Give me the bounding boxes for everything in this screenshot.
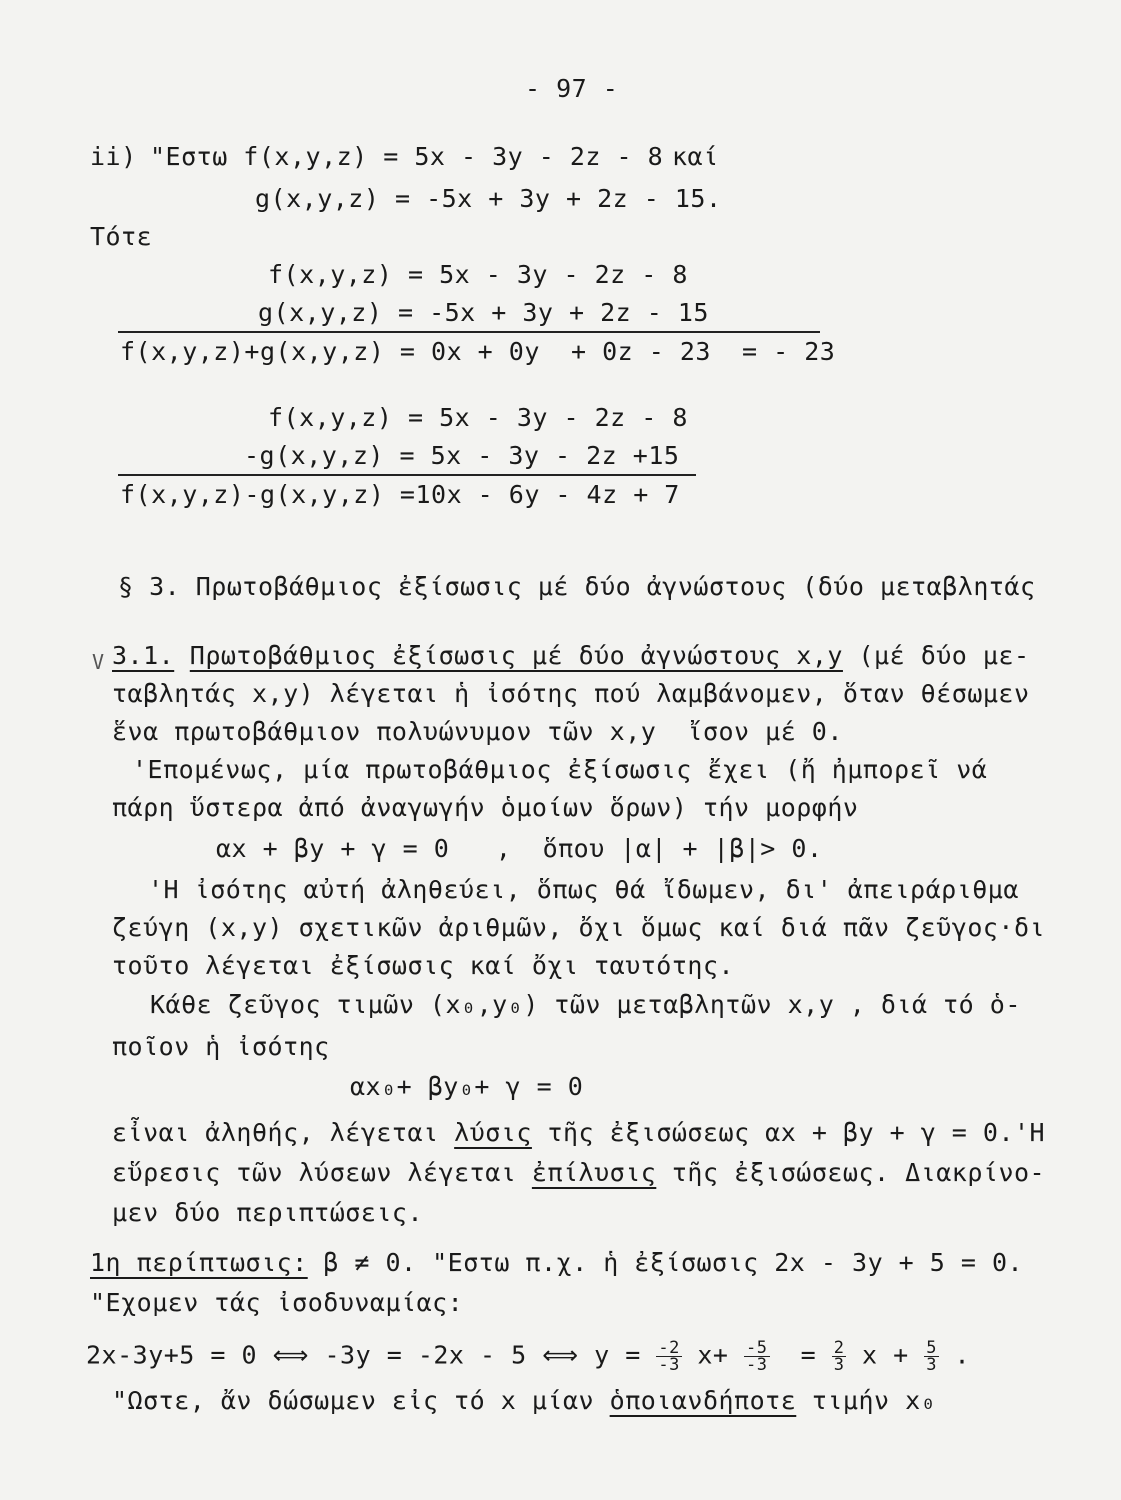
paragraph-5-line-2: εὕρεσις τῶν λύσεων λέγεται ἐπίλυσις τῆς ἐξισώσεως. Διακρίνο-	[112, 1158, 1046, 1187]
paragraph-5-line-3: μεν δύο περιπτώσεις.	[112, 1198, 424, 1227]
case-1-line-1: 1η περίπτωσις: β ≠ 0. "Εστω π.χ. ἡ ἐξίσωσις 2x - 3y + 5 = 0.	[90, 1248, 1024, 1277]
example-kai: καί	[672, 142, 719, 171]
equivalences-line: 2x-3y+5 = 0 ⟺ -3y = -2x - 5 ⟺ y = $\frac{-2}{-3}$ x+ $\frac{-5}{-3}$ = $\frac{2}{3}$ x + $\frac{5}{3}$ .	[86, 1338, 971, 1375]
sum-row-2: g(x,y,z) = -5x + 3y + 2z - 15	[258, 298, 709, 327]
case-1-line-2: "Εχομεν τάς ἰσοδυναμίας:	[90, 1288, 464, 1317]
paragraph-3-line-3: τοῦτο λέγεται ἐξίσωσις καί ὄχι ταυτότης.	[112, 951, 735, 980]
term-opoiandipote: ὁποιανδήποτε	[609, 1386, 797, 1415]
example-line-1: "Εστω f(x,y,z) = 5x - 3y - 2z - 8	[150, 142, 664, 171]
definition-term: Πρωτοβάθμιος ἐξίσωσις μέ δύο ἀγνώστους x,y	[189, 641, 843, 670]
margin-check-mark: V	[92, 650, 105, 674]
fraction-2: $\frac{-5}{-3}$	[746, 1338, 768, 1375]
page-number: - 97 -	[525, 74, 619, 103]
diff-row-1: f(x,y,z) = 5x - 3y - 2z - 8	[268, 403, 688, 432]
example-line-2: g(x,y,z) = -5x + 3y + 2z - 15.	[255, 184, 722, 213]
sum-result: f(x,y,z)+g(x,y,z) = 0x + 0y + 0z - 23 = - 23	[120, 337, 836, 366]
paragraph-4-line-1: Κάθε ζεῦγος τιμῶν (x₀,y₀) τῶν μεταβλητῶν x,y , διά τό ὁ-	[150, 990, 1021, 1019]
example-label: ii)	[90, 142, 137, 171]
definition-line-2: ταβλητάς x,y) λέγεται ἡ ἰσότης πού λαμβάνομεν, ὅταν θέσωμεν	[112, 679, 1030, 708]
paragraph-5-line-1: εἶναι ἀληθής, λέγεται λύσις τῆς ἐξισώσεως αx + βy + γ = 0.'Η	[112, 1118, 1046, 1147]
tote-label: Τότε	[90, 222, 153, 251]
definition-number: 3.1.	[112, 641, 175, 670]
diff-result: f(x,y,z)-g(x,y,z) =10x - 6y - 4z + 7	[120, 480, 680, 509]
fraction-4: $\frac{5}{3}$	[926, 1338, 937, 1375]
general-form-equation: αx + βy + γ = 0 , ὅπου |α| + |β|> 0.	[216, 834, 823, 863]
fraction-1: $\frac{-2}{-3}$	[658, 1338, 680, 1375]
paragraph-3-line-2: ζεύγη (x,y) σχετικῶν ἀριθμῶν, ὄχι ὅμως καί διά πᾶν ζεῦγος·δι	[112, 913, 1046, 942]
definition-line-3: ἕνα πρωτοβάθμιον πολυώνυμον τῶν x,y ἴσον μέ 0.	[112, 717, 843, 746]
section-heading: § 3. Πρωτοβάθμιος ἐξίσωσις μέ δύο ἀγνώστους (δύο μεταβλητάς	[118, 572, 1036, 601]
paragraph-2-line-2: πάρη ὕστερα ἀπό ἀναγωγήν ὁμοίων ὅρων) τήν μορφήν	[112, 793, 859, 822]
paragraph-2-line-1: 'Επομένως, μία πρωτοβάθμιος ἐξίσωσις ἔχει (ἤ ἠμπορεῖ νά	[132, 755, 988, 784]
case-1-label: 1η περίπτωσις:	[90, 1248, 308, 1277]
definition-line-1-rest: (μέ δύο με-	[842, 641, 1030, 670]
last-line: "Ωστε, ἄν δώσωμεν εἰς τό x μίαν ὁποιανδήποτε τιμήν x₀	[112, 1386, 937, 1415]
fraction-3: $\frac{2}{3}$	[833, 1338, 845, 1375]
sum-rule	[118, 331, 820, 333]
diff-row-2: -g(x,y,z) = 5x - 3y - 2z +15	[244, 441, 680, 470]
diff-rule	[118, 474, 696, 476]
definition-line-1	[112, 641, 1030, 671]
term-epilysis: ἐπίλυσις	[531, 1158, 657, 1187]
term-lysis: λύσις	[454, 1118, 532, 1147]
paragraph-3-line-1: 'Η ἰσότης αὐτή ἀληθεύει, ὅπως θά ἴδωμεν, δι' ἀπειράριθμα	[148, 875, 1019, 904]
sum-row-1: f(x,y,z) = 5x - 3y - 2z - 8	[268, 260, 688, 289]
solution-equation: αx₀+ βy₀+ γ = 0	[350, 1072, 584, 1101]
paragraph-4-line-2: ποῖον ἡ ἰσότης	[112, 1032, 330, 1061]
